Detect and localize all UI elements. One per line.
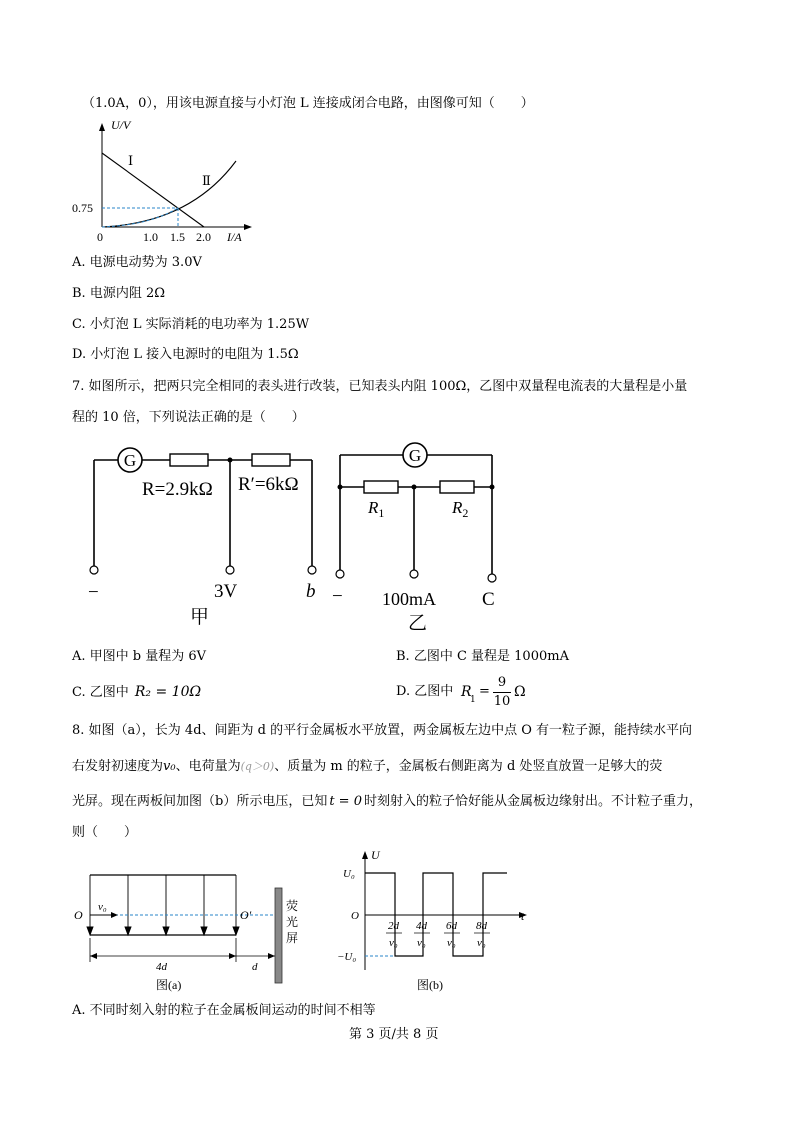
q8-figure-a: [70, 860, 320, 995]
q6-curve-2-label: Ⅱ: [202, 173, 211, 188]
q6-x-tick: 1.0: [143, 230, 158, 244]
q8-stem-line4: 则（ ）: [72, 825, 138, 840]
q8-stem-line1: 8. 如图（a），长为 4d、间距为 d 的平行金属板水平放置，两金属板左边中点 O 有一粒子源，能持续水平向: [72, 723, 693, 738]
caption-b: 图(b): [417, 978, 443, 992]
galvanometer-label: G: [123, 451, 137, 470]
tick-numerator: 2d: [388, 920, 399, 932]
fraction-numerator: 9: [497, 675, 507, 690]
page-footer: 第 3 页/共 8 页: [349, 1027, 439, 1042]
q8-text: 光屏。现在两板间加图（b）所示电压，已知: [72, 794, 328, 809]
q7-option-d: [396, 683, 453, 701]
tick-denominator: v₀: [477, 937, 486, 949]
v0-label: v₀: [98, 901, 107, 913]
q6-intro: （1.0A，0），用该电源直接与小灯泡 L 连接成闭合电路，由图像可知（ ）: [82, 96, 534, 111]
galvanometer-label: G: [408, 446, 422, 465]
tick-denominator: v₀: [417, 937, 426, 949]
screen-label: 光: [286, 915, 299, 929]
neg-u0-label: −U₀: [337, 951, 357, 963]
q6-y-axis-label: U/V: [111, 118, 131, 132]
q7-option-c: [72, 683, 201, 702]
r1-symbol: R: [461, 684, 472, 700]
caption-yi: 乙: [408, 613, 428, 630]
q7-circuit-jia: [80, 440, 330, 630]
q8-stem-line2: [72, 758, 662, 776]
q6-curve-1-label: Ⅰ: [128, 153, 134, 168]
origin-o: O: [351, 910, 359, 922]
q8-v0: v₀: [163, 759, 176, 774]
fraction-denominator: 10: [493, 694, 511, 709]
q8-option-a: A. 不同时刻入射的粒子在金属板间运动的时间不相等: [72, 1003, 376, 1018]
length-4d: 4d: [156, 961, 167, 973]
minus-terminal: −: [332, 586, 343, 607]
tick-denominator: v₀: [389, 937, 398, 949]
r2-label: $R_2$: [452, 498, 469, 520]
terminal-3v: 3V: [214, 581, 238, 602]
tick-numerator: 4d: [416, 920, 427, 932]
q6-option-d: D. 小灯泡 L 接入电源时的电阻为 1.5Ω: [72, 347, 299, 362]
q6-x-tick: 1.5: [170, 230, 185, 244]
q7-option-c-text: C. 乙图中: [72, 685, 129, 700]
r1-subscript: 1: [470, 695, 476, 705]
caption-jia: 甲: [190, 607, 210, 628]
q6-y-tick: 0.75: [72, 201, 93, 215]
u-axis-label: U: [371, 848, 380, 862]
tick-numerator: 8d: [476, 920, 487, 932]
q8-text: 、质量为 m 的粒子，金属板右侧距离为 d 处竖直放置一足够大的荧: [274, 759, 663, 774]
q8-text: 右发射初速度为: [72, 759, 164, 774]
point-o: O: [74, 908, 83, 922]
q8-stem-line3: [72, 793, 702, 811]
tick-denominator: v₀: [447, 937, 456, 949]
q6-option-c: C. 小灯泡 L 实际消耗的电功率为 1.25W: [72, 317, 310, 332]
ohm-unit: Ω: [514, 684, 526, 700]
terminal-c: C: [482, 589, 495, 610]
q6-option-b: B. 电源内阻 2Ω: [72, 286, 165, 301]
q7-circuit-yi: [330, 440, 510, 630]
caption-a: 图(a): [156, 978, 182, 992]
minus-terminal: −: [88, 582, 99, 603]
q7-option-a: A. 甲图中 b 量程为 6V: [72, 649, 207, 664]
t-axis-label: t: [521, 909, 525, 923]
q8-t0: t = 0: [329, 794, 362, 809]
gap-d: d: [252, 961, 258, 973]
tick-numerator: 6d: [446, 920, 457, 932]
q8-charge-condition: (q＞0): [240, 760, 275, 773]
q7-stem-line1: 7. 如图所示，把两只完全相同的表头进行改装，已知表头内阻 100Ω，乙图中双量程电流表的大量程是小量: [72, 379, 688, 394]
u0-label: U₀: [343, 868, 355, 880]
point-o-prime: O′: [240, 908, 252, 922]
q7-option-b: B. 乙图中 C 量程是 1000mA: [396, 649, 569, 664]
q6-x-tick: 2.0: [196, 230, 211, 244]
screen-label: 荧: [286, 899, 299, 913]
r-label: R=2.9kΩ: [142, 479, 213, 500]
r1-label: $R_1$: [368, 498, 385, 520]
q7-option-d-text: D. 乙图中: [396, 684, 454, 699]
q8-text: 、电荷量为: [175, 759, 241, 774]
q8-figure-b: [335, 845, 545, 995]
q8-text: 时刻射入的粒子恰好能从金属板边缘射出。不计粒子重力，: [363, 794, 702, 809]
r-prime-label: R′=6kΩ: [238, 474, 299, 495]
terminal-b: b: [306, 581, 316, 602]
q6-option-a: A. 电源电动势为 3.0V: [72, 255, 202, 270]
q6-x-axis-label: I/A: [227, 230, 242, 244]
q7-option-c-formula: R₂ = 10Ω: [134, 684, 202, 700]
q7-stem-line2: 程的 10 倍，下列说法正确的是（ ）: [72, 410, 305, 425]
q6-origin: 0: [97, 230, 103, 244]
screen-label: 屏: [286, 931, 299, 945]
terminal-100ma: 100mA: [382, 589, 436, 609]
q6-iu-graph: [70, 115, 260, 245]
